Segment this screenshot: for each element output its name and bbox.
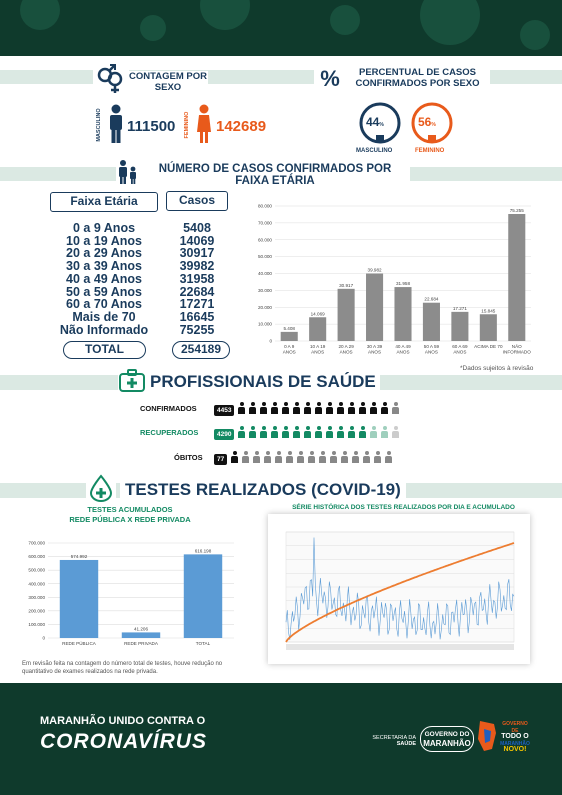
- x-tick-label: 20 A 29: [338, 344, 354, 349]
- x-axis-dates: [286, 644, 514, 650]
- x-tick-label: ANOS: [368, 349, 382, 355]
- gender-icon-box: [93, 62, 129, 96]
- age-cases: 22684: [179, 284, 215, 299]
- age-range: 20 a 29 Anos: [66, 246, 142, 261]
- x-tick-label: ACIMA DE 70: [474, 344, 503, 349]
- sex-title: CONTAGEM POR SEXO: [129, 71, 207, 93]
- age-cases: 75255: [179, 322, 215, 337]
- age-range: Mais de 70: [72, 309, 136, 324]
- person-icon: [325, 402, 334, 414]
- y-tick-label: 500.000: [28, 567, 45, 573]
- deaths-label: ÓBITOS: [174, 453, 203, 462]
- person-icon: [263, 451, 272, 463]
- y-tick-label: 10.000: [257, 321, 272, 327]
- person-icon: [369, 426, 378, 438]
- female-label: FEMININO: [184, 111, 190, 139]
- confirmed-row: [214, 401, 402, 419]
- bar: [60, 560, 98, 638]
- slogan-4: NOVO!: [503, 746, 527, 753]
- person-icon: [292, 426, 301, 438]
- person-icon: [314, 402, 323, 414]
- x-tick-label: ANOS: [424, 349, 438, 355]
- age-bar-chart: [247, 196, 537, 360]
- person-icon: [325, 426, 334, 438]
- deaths-icons: [230, 450, 395, 468]
- deaths-value: 77: [214, 454, 227, 465]
- recovered-row: [214, 425, 402, 443]
- acc-title-1: TESTES ACUMULADOS: [87, 505, 173, 514]
- x-tick-label: ANOS: [282, 349, 296, 355]
- male-label: MASCULINO: [96, 108, 102, 142]
- person-icon: [373, 451, 382, 463]
- bar: [184, 554, 222, 638]
- data-label: 75.255: [509, 208, 524, 214]
- person-icon: [241, 451, 250, 463]
- y-tick-label: 600.000: [28, 554, 45, 560]
- person-icon: [384, 451, 393, 463]
- y-tick-label: 80.000: [257, 203, 272, 209]
- person-icon: [336, 402, 345, 414]
- person-icon: [259, 402, 268, 414]
- header-banner: [0, 0, 562, 56]
- person-icon: [303, 402, 312, 414]
- x-tick-label: NÃO: [511, 344, 522, 349]
- person-icon: [318, 451, 327, 463]
- gender-icon: [93, 62, 129, 96]
- person-icon: [281, 426, 290, 438]
- slogan-2: TODO O: [501, 733, 529, 740]
- series-title: SÉRIE HISTÓRICA DOS TESTES REALIZADOS POR DIA E ACUMULADO: [292, 504, 515, 511]
- age-cases: 30917: [179, 246, 215, 261]
- footer-line1: MARANHÃO UNIDO CONTRA O: [40, 715, 206, 727]
- gov-line1: GOVERNO DO: [424, 731, 470, 738]
- bar: [480, 314, 497, 341]
- gov-logo: [420, 726, 474, 752]
- confirmed-value: 4453: [214, 405, 234, 416]
- person-icon: [230, 451, 239, 463]
- bar: [451, 312, 468, 341]
- gov-line2: MARANHÃO: [423, 739, 471, 748]
- bar: [366, 274, 383, 341]
- data-label: 31.958: [395, 281, 411, 287]
- female-pct: 56: [418, 115, 432, 129]
- bar: [508, 214, 525, 341]
- male-value: 111500: [127, 118, 176, 135]
- data-label: 15.845: [481, 308, 496, 314]
- male-pct: 44: [366, 115, 380, 129]
- person-icon: [358, 402, 367, 414]
- footer: [0, 683, 562, 795]
- bar: [309, 317, 326, 341]
- deaths-row: [214, 450, 395, 468]
- x-tick-label: REDE PÚBLICA: [62, 641, 96, 646]
- person-icon: [347, 426, 356, 438]
- y-tick-label: 60.000: [257, 237, 272, 243]
- y-tick-label: 70.000: [257, 220, 272, 226]
- secretaria-line1: SECRETARIA DA: [372, 735, 416, 741]
- recovered-icons: [237, 425, 402, 443]
- person-icon: [248, 402, 257, 414]
- person-icon: [362, 451, 371, 463]
- acc-title-2: REDE PÚBLICA X REDE PRIVADA: [69, 515, 191, 524]
- y-tick-label: 20.000: [257, 304, 272, 310]
- age-title: NÚMERO DE CASOS CONFIRMADOS POR FAIXA ETÁRIA: [158, 163, 392, 187]
- data-label: 17.271: [452, 305, 467, 311]
- age-range: 10 a 19 Anos: [66, 233, 142, 248]
- person-icon: [285, 451, 294, 463]
- data-label: 5.408: [283, 325, 295, 331]
- bar: [423, 303, 440, 341]
- family-icon: [116, 159, 140, 185]
- health-title: PROFISSIONAIS DE SAÚDE: [146, 372, 380, 392]
- y-tick-label: 300.000: [28, 594, 45, 600]
- x-tick-label: ANOS: [453, 349, 467, 355]
- y-tick-label: 50.000: [257, 254, 272, 260]
- x-tick-label: 30 A 39: [366, 344, 383, 349]
- cases-list: [166, 222, 228, 336]
- person-icon: [314, 426, 323, 438]
- bar: [338, 289, 355, 341]
- person-icon: [380, 426, 389, 438]
- y-tick-label: 200.000: [28, 608, 45, 614]
- age-cases: 14069: [179, 233, 215, 248]
- bar: [122, 632, 160, 638]
- person-icon: [252, 451, 261, 463]
- age-cases: 5408: [183, 221, 211, 235]
- y-tick-label: 30.000: [257, 287, 272, 293]
- data-label: 574.992: [70, 553, 88, 559]
- person-icon: [391, 402, 400, 414]
- person-icon: [380, 402, 389, 414]
- x-tick-label: ANOS: [339, 349, 353, 355]
- person-icon: [340, 451, 349, 463]
- female-icon: [196, 104, 212, 144]
- slogan-3: MARANHÃO: [500, 740, 530, 747]
- age-cases: 39982: [179, 259, 215, 274]
- y-tick-label: 100.000: [28, 622, 45, 628]
- x-tick-label: INFORMADO: [502, 349, 531, 355]
- person-icon: [336, 426, 345, 438]
- data-label: 30.917: [339, 282, 354, 288]
- footer-line2: CORONAVÍRUS: [40, 730, 207, 753]
- male-label-wrap: [96, 102, 106, 148]
- person-icon: [281, 402, 290, 414]
- y-tick-label: 0: [42, 635, 45, 641]
- data-label: 14.069: [310, 311, 325, 317]
- person-icon: [296, 451, 305, 463]
- person-icon: [274, 451, 283, 463]
- person-icon: [292, 402, 301, 414]
- person-icon: [259, 426, 268, 438]
- x-tick-label: 0 A 9: [284, 344, 295, 349]
- tests-note: Em revisão feita na contagem do número total de testes, houve redução no quantitativo de exames realizados na rede privada.: [22, 661, 223, 675]
- series-chart: [268, 514, 530, 664]
- data-label: 22.684: [424, 296, 439, 302]
- y-tick-label: 0: [269, 338, 272, 344]
- x-tick-label: ANOS: [396, 349, 410, 355]
- person-icon: [351, 451, 360, 463]
- recovered-label: RECUPERADOS: [140, 428, 199, 437]
- x-tick-label: ANOS: [311, 349, 325, 355]
- tests-title: TESTES REALIZADOS (COVID-19): [120, 479, 406, 501]
- age-cases: 16645: [179, 309, 215, 324]
- female-pct-label: FEMININO: [415, 148, 445, 154]
- cases-col-header: Casos: [166, 191, 228, 211]
- y-tick-label: 40.000: [257, 271, 272, 277]
- secretaria-line2: SAÚDE: [396, 741, 416, 747]
- percent-icon: %: [314, 66, 346, 92]
- age-range: 0 a 9 Anos: [72, 221, 136, 235]
- y-tick-label: 700.000: [28, 540, 45, 546]
- x-tick-label: 60 A 69: [452, 344, 468, 349]
- x-tick-label: 10 A 19: [309, 344, 326, 349]
- bar: [281, 332, 298, 341]
- age-cases: 17271: [179, 297, 215, 312]
- age-cases: 31958: [179, 271, 215, 286]
- recovered-value: 4290: [214, 429, 234, 440]
- x-tick-label: TOTAL: [195, 641, 211, 646]
- total-value: 254189: [172, 341, 230, 359]
- person-icon: [270, 426, 279, 438]
- person-icon: [358, 426, 367, 438]
- age-range: 50 a 59 Anos: [66, 284, 142, 299]
- state-map-icon: [476, 719, 498, 753]
- total-label: TOTAL: [63, 341, 146, 359]
- x-tick-label: 50 A 59: [423, 344, 440, 349]
- confirmed-icons: [237, 401, 402, 419]
- person-icon: [369, 402, 378, 414]
- person-icon: [391, 426, 400, 438]
- female-value: 142689: [216, 118, 267, 135]
- person-icon: [307, 451, 316, 463]
- person-icon: [248, 426, 257, 438]
- person-icon: [237, 402, 246, 414]
- tests-bar-chart: [18, 535, 240, 650]
- revision-note: *Dados sujeitos à revisão: [460, 365, 534, 372]
- female-pct-sign: %: [431, 122, 436, 128]
- bar: [394, 287, 411, 341]
- test-drop-icon: [86, 474, 116, 502]
- y-tick-label: 400.000: [28, 581, 45, 587]
- slogan-1: GOVERNO DE: [502, 721, 528, 734]
- person-icon: [329, 451, 338, 463]
- age-range: Não Informado: [59, 322, 149, 337]
- x-tick-label: REDE PRIVADA: [124, 641, 158, 646]
- male-pct-label: MASCULINO: [356, 148, 393, 154]
- series-chart-frame: [268, 514, 530, 664]
- person-icon: [237, 426, 246, 438]
- person-icon: [303, 426, 312, 438]
- medical-kit-icon: [118, 369, 146, 393]
- data-label: 41.206: [133, 626, 149, 632]
- confirmed-label: CONFIRMADOS: [140, 404, 197, 413]
- age-list: [50, 222, 158, 336]
- male-icon: [108, 104, 124, 144]
- age-range: 60 a 70 Anos: [66, 297, 142, 312]
- data-label: 39.982: [367, 267, 382, 273]
- age-col-header: Faixa Etária: [50, 192, 158, 212]
- age-range: 40 a 49 Anos: [66, 271, 142, 286]
- percent-title: PERCENTUAL DE CASOS CONFIRMADOS POR SEXO: [355, 67, 480, 89]
- person-icon: [347, 402, 356, 414]
- x-tick-label: 40 A 49: [395, 344, 411, 349]
- age-range: 30 a 39 Anos: [66, 259, 142, 274]
- data-label: 616.198: [194, 548, 212, 554]
- person-icon: [270, 402, 279, 414]
- male-pct-sign: %: [379, 122, 384, 128]
- female-label-wrap: [184, 102, 194, 148]
